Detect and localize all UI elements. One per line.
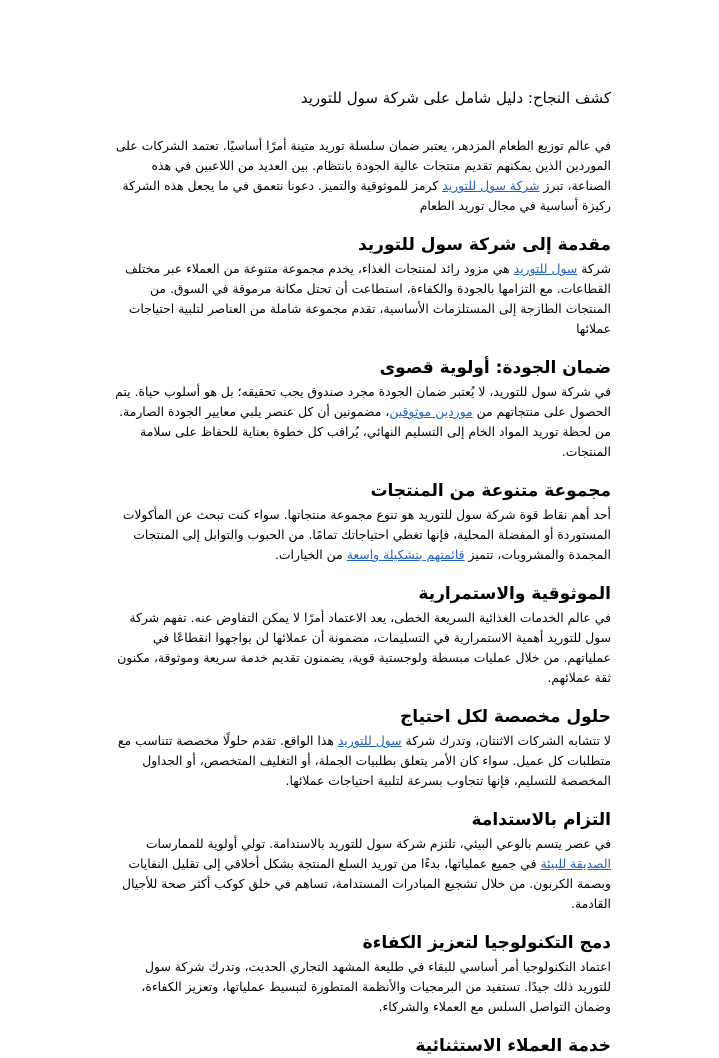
intro-paragraph [110,136,611,216]
paragraph-text: شركة [581,261,611,276]
inline-link[interactable]: سول للتوريد [337,733,402,748]
section-heading: التزام بالاستدامة [471,810,611,830]
inline-link[interactable]: موردين موثوقين [389,404,473,419]
section-intro [110,233,611,339]
intro-text-2: كرمز للموثوقية والتميز. دعونا نتعمق في ما يجعل هذه الشركة ركيزة أساسية في مجال توريد الطعام [122,178,611,213]
paragraph-text: ، مضمونين أن كل عنصر يلبي معايير الجودة الصارمة. من لحظة توريد المواد الخام إلى التسليم النهائي، يُراقب كل خطوة بعناية للحفاظ على سلامة المنتجات. [119,404,611,459]
section-paragraph [110,957,611,1017]
intro-text-1: في عالم توزيع الطعام المزدهر، يعتبر ضمان سلسلة توريد متينة أمرًا أساسيًا. تعتمد الشركات على الموردين الذين يمكنهم تقديم منتجات عالية الجودة بانتظام. بين العديد من اللاعبين في هذه الصناعة، تبرز [115,138,611,193]
inline-link[interactable]: الصديقة للبيئة [540,856,611,871]
paragraph-text: لا تتشابه الشركات الاثنتان، وتدرك شركة [405,733,611,748]
section-paragraph [110,608,611,688]
inline-link[interactable]: سول للتوريد [513,261,578,276]
paragraph-text: اعتماد التكنولوجيا أمر أساسي للبقاء في طليعة المشهد التجاري الحديث، وتدرك شركة سول للتوريد ذلك جيدًا. تستفيد من البرمجيات والأنظمة المتطورة لتبسيط عملياتها، وتعزيز الكفاءة، وضمان التواصل السلس مع العملاء والشركاء. [141,959,611,1014]
paragraph-text: هذا الواقع. تقدم حلولًا مخصصة تتناسب مع متطلبات كل عميل. سواء كان الأمر يتعلق بطلبيات الجملة، أو التغليف المتخصص، أو الجداول المخصصة للتسليم، فإنها تتجاوب بسرعة لتلبية احتياجات عملائها. [117,733,611,788]
paragraph-text: من الخيارات. [274,547,343,562]
section-custom-solutions [110,705,611,791]
paragraph-text: في جميع عملياتها، بدءًا من توريد السلع المنتجة بشكل أخلاقي إلى تقليل النفايات وبصمة الكربون. من خلال تشجيع المبادرات المستدامة، تساهم في خلق كوكب أكثر صحة للأجيال القادمة. [121,856,611,911]
section-paragraph [110,382,611,462]
section-reliability [110,582,611,688]
section-quality [110,356,611,462]
section-products [110,479,611,565]
section-technology [110,931,611,1017]
section-paragraph [110,731,611,791]
section-paragraph [110,259,611,339]
paragraph-text: في عصر يتسم بالوعي البيئي، تلتزم شركة سول للتوريد بالاستدامة. تولي أولوية للممارسات [145,836,611,851]
section-heading: الموثوقية والاستمرارية [418,584,611,604]
document-title: كشف النجاح: دليل شامل على شركة سول للتوريد [300,89,611,107]
section-heading: دمج التكنولوجيا لتعزيز الكفاءة [362,933,611,953]
intro-link[interactable]: شركة سول للتوريد [442,178,540,193]
section-paragraph [110,505,611,565]
section-paragraph [110,834,611,914]
section-heading: مجموعة متنوعة من المنتجات [370,481,611,501]
section-heading: ضمان الجودة: أولوية قصوى [379,358,611,378]
section-heading-customer-service: خدمة العملاء الاستثنائية [415,1036,611,1056]
paragraph-text: في عالم الخدمات الغذائية السريعة الخطى، يعد الاعتماد أمرًا لا يمكن التفاوض عنه. تفهم شركة سول للتوريد أهمية الاستمرارية في التسليمات، مضمونة أن عملائها لن يواجهوا انقطاعًا في عملياتهم. من خلال عمليات مبسطة ولوجستية قوية، يضمنون تقديم خدمة سريعة وموثوقة، مكنون ثقة عملائهم. [117,610,611,685]
paragraph-text: أحد أهم نقاط قوة شركة سول للتوريد هو تنوع مجموعة منتجاتها. سواء كنت تبحث عن المأكولات المستوردة أو المفضلة المحلية، فإنها تغطي احتياجاتك تمامًا. من الحبوب والتوابل إلى المنتجات المجمدة والمشروبات، تتميز [122,507,611,562]
inline-link[interactable]: قائمتهم بتشكيلة واسعة [346,547,465,562]
section-heading: حلول مخصصة لكل احتياج [400,707,611,727]
paragraph-text: هي مزود رائد لمنتجات الغذاء، يخدم مجموعة متنوعة من العملاء عبر مختلف القطاعات. مع التزامها بالجودة والكفاءة، استطاعت أن تحتل مكانة مرموقة في السوق. من المنتجات الطازجة إلى المستلزمات الأساسية، تقدم مجموعة شاملة من العناصر لتلبية احتياجات عملائها [124,261,611,336]
section-heading: مقدمة إلى شركة سول للتوريد [357,235,611,255]
section-sustainability [110,808,611,914]
paragraph-text: في شركة سول للتوريد، لا يُعتبر ضمان الجودة مجرد صندوق يجب تحقيقه؛ بل هو أسلوب حياة. يتم الحصول على منتجاتهم من [115,384,611,419]
